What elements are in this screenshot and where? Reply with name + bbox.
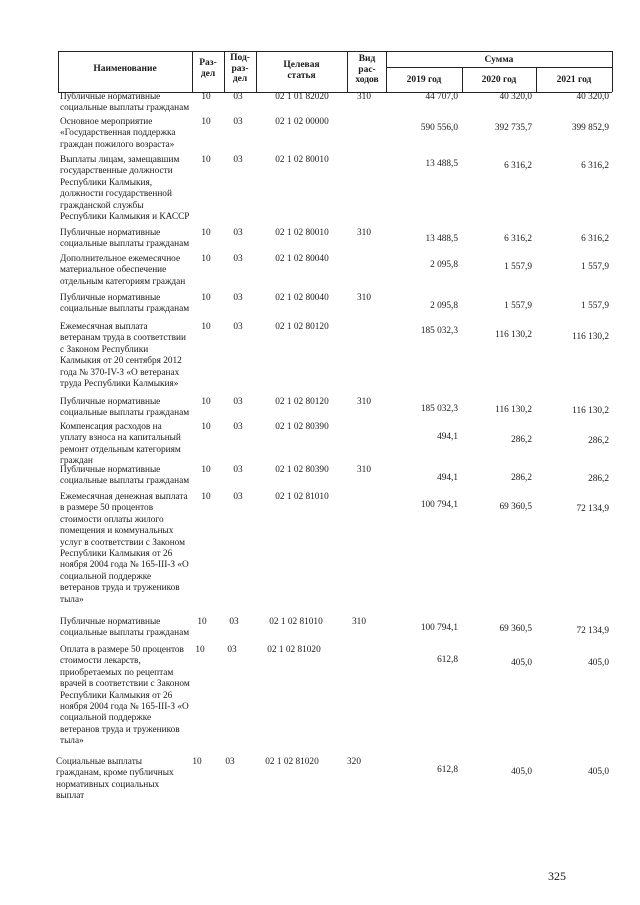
row-podrazdel: 03 (233, 322, 243, 332)
row-target: 02 1 02 80120 (275, 322, 329, 332)
row-2020: 40 320,0 (499, 92, 532, 102)
row-2020: 69 360,5 (499, 624, 532, 634)
row-vid: 310 (357, 92, 371, 102)
row-2020: 69 360,5 (499, 502, 532, 512)
row-2020: 286,2 (511, 473, 532, 483)
row-razdel: 10 (201, 465, 211, 475)
row-podrazdel: 03 (225, 757, 235, 767)
row-name: Публичные нормативные социальные выплаты гражданам (60, 92, 190, 114)
row-podrazdel: 03 (233, 155, 243, 165)
row-2021: 6 316,2 (581, 234, 609, 244)
row-2019: 2 095,8 (430, 301, 458, 311)
row-2019: 100 794,1 (420, 500, 458, 510)
row-podrazdel: 03 (233, 465, 243, 475)
row-name: Оплата в размере 50 процентов стоимости лекарств, приобретаемых по рецептам врачей в соответствии с Законом Республики Калмыкия от 26 ноября 2004 года № 165-III-З «О социальной поддержке ветеранов труда и тружеников тыла» (60, 645, 190, 747)
header-2019: 2019 год (406, 75, 442, 85)
header-podrazdel: Под- раз- дел (230, 53, 250, 84)
row-2020: 405,0 (511, 658, 532, 668)
header-2021: 2021 год (556, 75, 592, 85)
row-2021: 40 320,0 (576, 92, 609, 102)
row-target: 02 1 02 80010 (275, 228, 329, 238)
row-2019: 494,1 (437, 432, 458, 442)
row-razdel: 10 (201, 322, 211, 332)
row-razdel: 10 (197, 617, 207, 627)
row-2021: 286,2 (588, 474, 609, 484)
row-name: Компенсация расходов на уплату взноса на капитальный ремонт отдельным категориям граждан (60, 422, 181, 467)
row-2019: 590 556,0 (420, 123, 458, 133)
row-2021: 72 134,9 (576, 504, 609, 514)
row-target: 02 1 02 80040 (275, 293, 329, 303)
row-2019: 13 488,5 (425, 234, 458, 244)
row-2019: 2 095,8 (430, 260, 458, 270)
row-2019: 612,8 (437, 765, 458, 775)
row-podrazdel: 03 (233, 422, 243, 432)
row-razdel: 10 (201, 92, 211, 102)
row-podrazdel: 03 (229, 617, 239, 627)
row-2021: 399 852,9 (571, 123, 609, 133)
header-target: Целевая статья (283, 60, 320, 81)
row-razdel: 10 (201, 117, 211, 127)
row-2020: 116 130,2 (495, 330, 532, 340)
row-2020: 6 316,2 (504, 234, 532, 244)
row-2021: 72 134,9 (576, 626, 609, 636)
row-podrazdel: 03 (227, 645, 237, 655)
row-2021: 1 557,9 (581, 301, 609, 311)
row-target: 02 1 02 81010 (275, 492, 329, 502)
row-podrazdel: 03 (233, 92, 243, 102)
row-2019: 44 707,0 (425, 92, 458, 102)
row-2021: 116 130,2 (572, 332, 609, 342)
row-2021: 405,0 (588, 767, 609, 777)
row-name: Основное мероприятие «Государственная поддержка граждан пожилого возраста» (60, 117, 176, 150)
row-target: 02 1 02 81020 (267, 645, 321, 655)
row-2021: 405,0 (588, 658, 609, 668)
row-name: Публичные нормативные социальные выплаты гражданам (60, 465, 190, 487)
row-name: Социальные выплаты гражданам, кроме публичных нормативных социальных выплат (56, 757, 174, 802)
row-razdel: 10 (201, 397, 211, 407)
row-razdel: 10 (201, 422, 211, 432)
row-podrazdel: 03 (233, 254, 243, 264)
header-name: Наименование (93, 64, 157, 74)
page-number: 325 (548, 869, 566, 883)
header-2020: 2020 год (481, 75, 517, 85)
row-vid: 310 (357, 228, 371, 238)
row-2019: 185 032,3 (420, 404, 458, 414)
row-razdel: 10 (192, 757, 202, 767)
table-header (0, 0, 640, 100)
row-vid: 320 (347, 757, 361, 767)
row-razdel: 10 (201, 293, 211, 303)
row-2020: 1 557,9 (504, 301, 532, 311)
row-target: 02 1 02 80390 (275, 422, 329, 432)
row-2020: 6 316,2 (504, 161, 532, 171)
row-razdel: 10 (201, 492, 211, 502)
row-name: Публичные нормативные социальные выплаты гражданам (60, 397, 190, 419)
row-target: 02 1 02 80010 (275, 155, 329, 165)
row-2020: 405,0 (511, 767, 532, 777)
row-vid: 310 (352, 617, 366, 627)
row-name: Публичные нормативные социальные выплаты гражданам (60, 293, 190, 315)
header-sum: Сумма (484, 55, 514, 65)
row-2021: 1 557,9 (581, 262, 609, 272)
row-target: 02 1 02 80120 (275, 397, 329, 407)
header-razdel: Раз- дел (199, 58, 217, 79)
row-name: Выплаты лицам, замещавшим государственные должности Республики Калмыкия, должности государственной гражданской службы Республики Калмыкия и КАССР (60, 155, 190, 223)
row-target: 02 1 02 80040 (275, 254, 329, 264)
row-name: Публичные нормативные социальные выплаты гражданам (60, 617, 190, 639)
row-2021: 6 316,2 (581, 161, 609, 171)
row-2019: 13 488,5 (425, 159, 458, 169)
row-podrazdel: 03 (233, 293, 243, 303)
row-2019: 185 032,3 (420, 326, 458, 336)
row-podrazdel: 03 (233, 228, 243, 238)
row-podrazdel: 03 (233, 492, 243, 502)
row-name: Ежемесячная денежная выплата в размере 50 процентов стоимости оплаты жилого помещения и коммунальных услуг в соответствии с Законом Республики Калмыкия от 26 ноября 2004 года № 165-III-З «О социальной поддержке ветеранов труда и тружеников тыла» (60, 492, 189, 605)
row-name: Ежемесячная выплата ветеранам труда в соответствии с Законом Республики Калмыкия от 20 сентября 2012 года № 370-IV-З «О ветеранах труда Республики Калмыкия» (60, 322, 186, 390)
row-2020: 1 557,9 (504, 262, 532, 272)
row-vid: 310 (357, 465, 371, 475)
row-2020: 392 735,7 (494, 123, 532, 133)
row-razdel: 10 (201, 155, 211, 165)
row-razdel: 10 (201, 228, 211, 238)
row-2021: 286,2 (588, 436, 609, 446)
row-vid: 310 (357, 397, 371, 407)
row-2019: 494,1 (437, 473, 458, 483)
row-2019: 100 794,1 (420, 623, 458, 633)
row-razdel: 10 (201, 254, 211, 264)
row-target: 02 1 01 82020 (275, 92, 329, 102)
row-target: 02 1 02 81020 (265, 757, 319, 767)
header-vid: Вид рас- ходов (355, 54, 379, 85)
row-2021: 116 130,2 (572, 406, 609, 416)
row-name: Дополнительное ежемесячное материальное обеспечение отдельным категориям граждан (60, 254, 186, 287)
row-2019: 612,8 (437, 655, 458, 665)
row-podrazdel: 03 (233, 117, 243, 127)
row-razdel: 10 (195, 645, 205, 655)
row-name: Публичные нормативные социальные выплаты гражданам (60, 228, 190, 250)
row-target: 02 1 02 00000 (275, 117, 329, 127)
row-target: 02 1 02 80390 (275, 465, 329, 475)
row-target: 02 1 02 81010 (269, 617, 323, 627)
row-vid: 310 (357, 293, 371, 303)
row-podrazdel: 03 (233, 397, 243, 407)
row-2020: 116 130,2 (495, 405, 532, 415)
row-2020: 286,2 (511, 435, 532, 445)
